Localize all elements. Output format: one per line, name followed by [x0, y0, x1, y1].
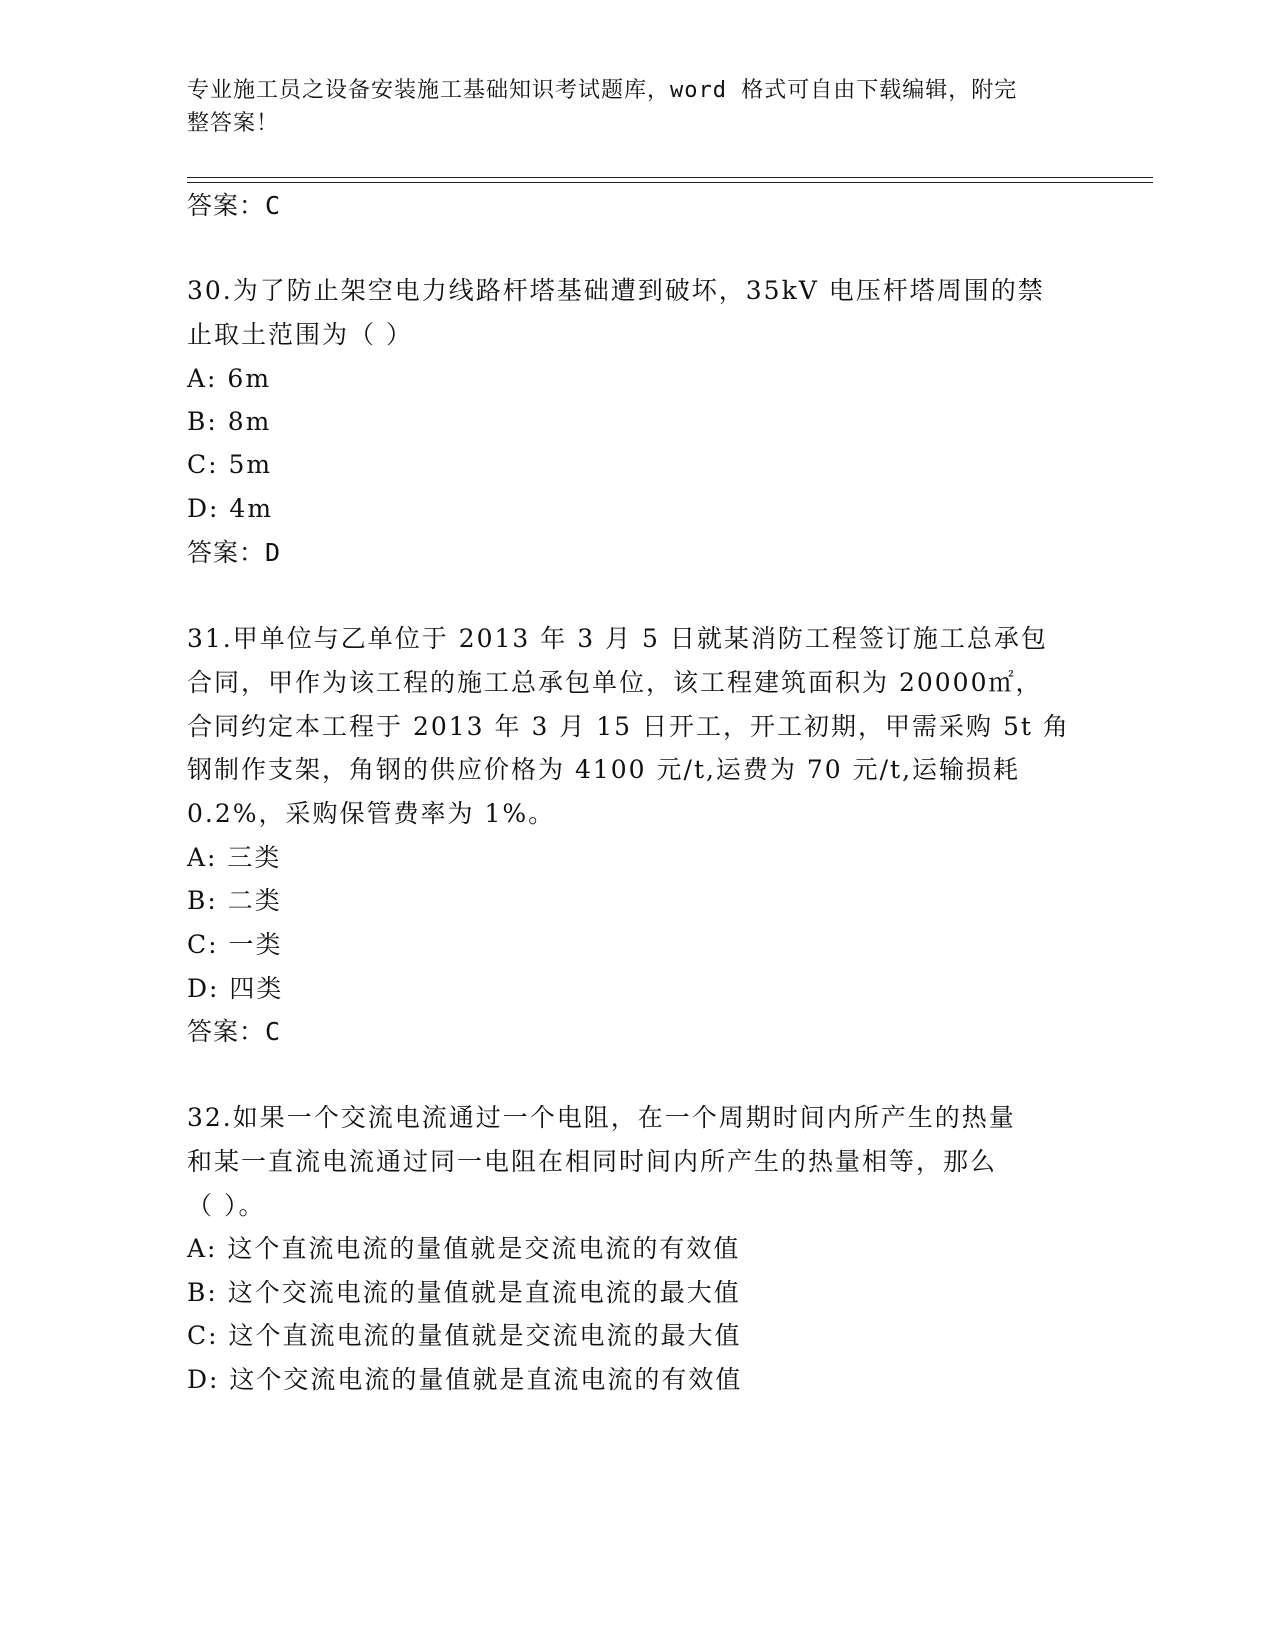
answer-q29: 答案：C [187, 191, 282, 220]
question-31-stem-line-4: 钢制作支架，角钢的供应价格为 4100 元/t,运费为 70 元/t,运输损耗 [187, 755, 1021, 784]
header-line-1: 专业施工员之设备安装施工基础知识考试题库，word 格式可自由下载编辑，附完 [187, 78, 1018, 103]
question-30-option-b: B: 8m [187, 407, 272, 436]
question-31-option-c: C: 一类 [187, 930, 283, 959]
question-31-stem-line-2: 合同，甲作为该工程的施工总承包单位，该工程建筑面积为 20000㎡， [187, 668, 1043, 697]
question-31-option-a: A: 三类 [187, 843, 282, 872]
question-30-option-c: C: 5m [187, 450, 273, 479]
question-31-stem-line-1: 31.甲单位与乙单位于 2013 年 3 月 5 日就某消防工程签订施工总承包 [187, 624, 1048, 653]
question-31-option-b: B: 二类 [187, 886, 282, 915]
question-31-option-d: D: 四类 [187, 974, 284, 1003]
question-30-stem-line-2: 止取土范围为（ ） [187, 320, 413, 349]
answer-q30: 答案：D [187, 538, 282, 567]
question-32-option-a: A: 这个直流电流的量值就是交流电流的有效值 [187, 1234, 741, 1263]
answer-q31: 答案：C [187, 1017, 282, 1046]
question-31-stem-line-5: 0.2%，采购保管费率为 1%。 [187, 799, 556, 828]
header-divider-top [187, 177, 1153, 178]
question-32-option-d: D: 这个交流电流的量值就是直流电流的有效值 [187, 1365, 743, 1394]
question-32-stem-line-3: （ ）。 [187, 1191, 266, 1220]
question-32-option-b: B: 这个交流电流的量值就是直流电流的最大值 [187, 1278, 741, 1307]
header-divider-bottom [187, 182, 1153, 183]
page-header [187, 74, 1067, 140]
question-30-stem-line-1: 30.为了防止架空电力线路杆塔基础遭到破坏，35kV 电压杆塔周围的禁 [187, 276, 1045, 305]
question-32-stem-line-1: 32.如果一个交流电流通过一个电阻，在一个周期时间内所产生的热量 [187, 1103, 1016, 1132]
question-32-option-c: C: 这个直流电流的量值就是交流电流的最大值 [187, 1321, 742, 1350]
question-30-option-d: D: 4m [187, 494, 274, 523]
question-31-stem-line-3: 合同约定本工程于 2013 年 3 月 15 日开工，开工初期，甲需采购 5t 角 [187, 712, 1070, 741]
question-32-stem-line-2: 和某一直流电流通过同一电阻在相同时间内所产生的热量相等，那么 [187, 1147, 998, 1176]
question-30-option-a: A: 6m [187, 364, 272, 393]
header-line-2: 整答案！ [187, 111, 280, 136]
